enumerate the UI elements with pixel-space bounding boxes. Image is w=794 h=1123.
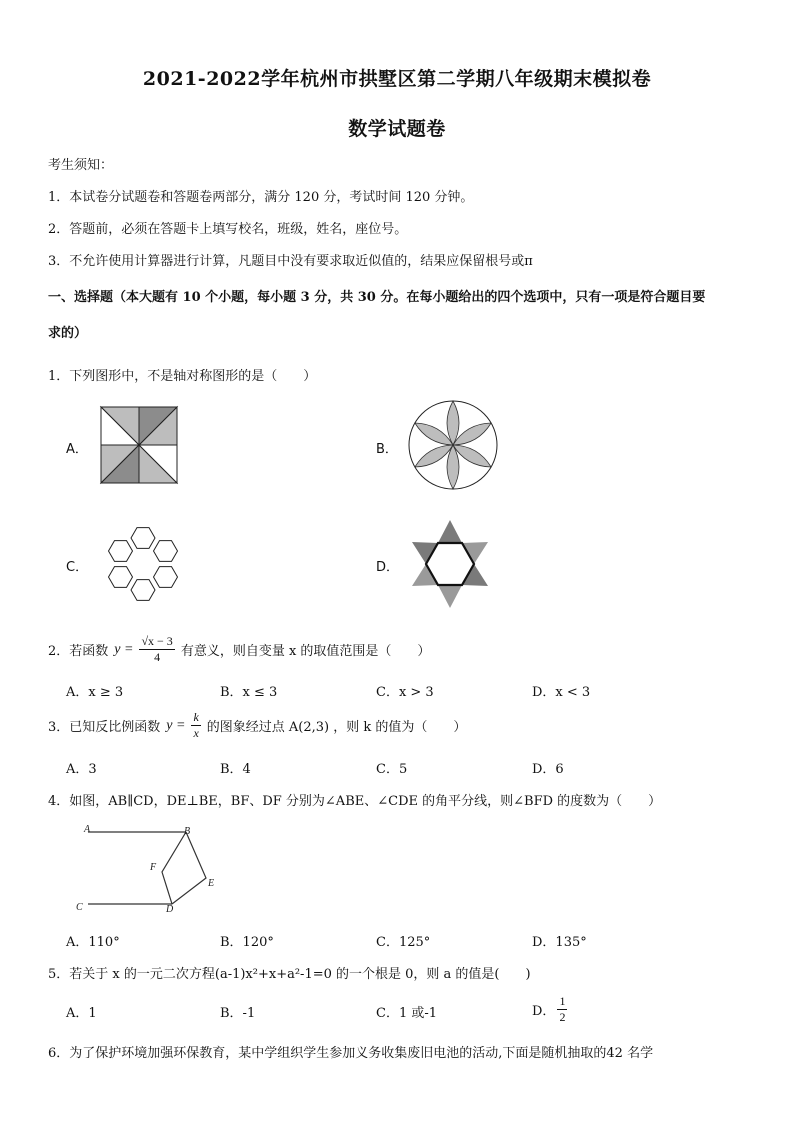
question-2-stem xyxy=(48,634,430,665)
q1-option-c-label: C． xyxy=(66,560,89,575)
exam-title: 2021-2022学年杭州市拱墅区第二学期八年级期末模拟卷 xyxy=(142,68,652,90)
notice-item: 1．本试卷分试题卷和答题卷两部分，满分 120 分，考试时间 120 分钟。 xyxy=(48,190,474,205)
question-1-stem: 1．下列图形中，不是轴对称图形的是（ ） xyxy=(48,369,317,384)
q3-option-d: D．6 xyxy=(532,762,564,777)
q5-option-b: B．-1 xyxy=(220,1006,256,1021)
q4-option-a: A．110° xyxy=(66,935,120,950)
question-3-stem xyxy=(48,710,466,741)
hexagon-ring-figure xyxy=(100,525,186,603)
q2-y-eq: y = xyxy=(114,641,134,657)
point-label: C xyxy=(76,902,83,913)
point-label: B xyxy=(184,826,191,837)
pinwheel-figure xyxy=(100,406,178,484)
q3-denominator: x xyxy=(193,726,199,740)
flower-circle-figure xyxy=(408,400,498,490)
q5-option-d xyxy=(532,994,567,1025)
point-label: F xyxy=(150,862,157,873)
notice-item: 2．答题前，必须在答题卡上填写校名，班级，姓名，座位号。 xyxy=(48,222,408,237)
question-5-stem: 5．若关于 x 的一元二次方程(a-1)x²+x+a²-1=0 的一个根是 0，则 a 的值是( ) xyxy=(48,967,531,982)
star-hexagon-figure xyxy=(410,518,490,610)
q4-option-d: D．135° xyxy=(532,935,587,950)
q5-option-a: A．1 xyxy=(66,1006,97,1021)
point-label: A xyxy=(84,824,91,835)
exam-subtitle: 数学试题卷 xyxy=(348,118,446,140)
q1-option-a-label: A． xyxy=(66,442,88,457)
question-4-stem: 4．如图，AB∥CD，DE⊥BE，BF、DF 分别为∠ABE、∠CDE 的角平分线，则∠BFD 的度数为（ ） xyxy=(48,794,662,809)
q3-y-eq: y = xyxy=(166,717,186,733)
q2-option-d: D．x < 3 xyxy=(532,685,591,700)
point-label: E xyxy=(208,878,215,889)
q3-option-a: A．3 xyxy=(66,762,97,777)
q3-option-b: B．4 xyxy=(220,762,251,777)
q3-stem-pre: 3．已知反比例函数 xyxy=(48,720,161,735)
q2-denominator: 4 xyxy=(154,650,161,664)
q5-option-d-label: D． xyxy=(532,1004,556,1019)
q3-option-c: C．5 xyxy=(376,762,408,777)
q1-option-b-label: B． xyxy=(376,442,398,457)
q3-fraction xyxy=(191,710,200,741)
q5-option-c: C．1 或-1 xyxy=(376,1006,438,1021)
q5-d-denominator: 2 xyxy=(559,1010,566,1024)
notice-item: 3．不允许使用计算器进行计算，凡题目中没有要求取近似值的，结果应保留根号或π xyxy=(48,254,533,269)
q2-option-c: C．x > 3 xyxy=(376,685,434,700)
notice-heading: 考生须知： xyxy=(48,158,114,173)
geometry-figure xyxy=(74,820,224,916)
q2-option-a: A．x ≥ 3 xyxy=(66,685,124,700)
question-6-stem: 6．为了保护环境加强环保教育，某中学组织学生参加义务收集废旧电池的活动,下面是随机抽取的42 名学 xyxy=(48,1046,654,1061)
q2-stem-post: 有意义，则自变量 x 的取值范围是（ ） xyxy=(180,644,431,659)
section-header: 一、选择题（本大题有 10 个小题，每小题 3 分，共 30 分。在每小题给出的四个选项中，只有一项是符合题目要 xyxy=(48,290,706,305)
q2-fraction xyxy=(139,634,174,665)
q4-option-c: C．125° xyxy=(376,935,431,950)
q3-stem-post: 的图象经过点 A(2,3) ，则 k 的值为（ ） xyxy=(206,720,467,735)
section-header-cont: 求的） xyxy=(48,326,88,341)
q2-stem-pre: 2．若函数 xyxy=(48,644,109,659)
q3-numerator: k xyxy=(193,710,199,724)
q1-option-d-label: D． xyxy=(376,560,400,575)
q2-option-b: B．x ≤ 3 xyxy=(220,685,278,700)
q2-numerator: √x − 3 xyxy=(141,634,173,648)
q5-d-numerator: 1 xyxy=(559,994,566,1008)
q4-option-b: B．120° xyxy=(220,935,274,950)
point-label: D xyxy=(166,904,174,915)
q5-option-d-fraction xyxy=(557,994,567,1025)
